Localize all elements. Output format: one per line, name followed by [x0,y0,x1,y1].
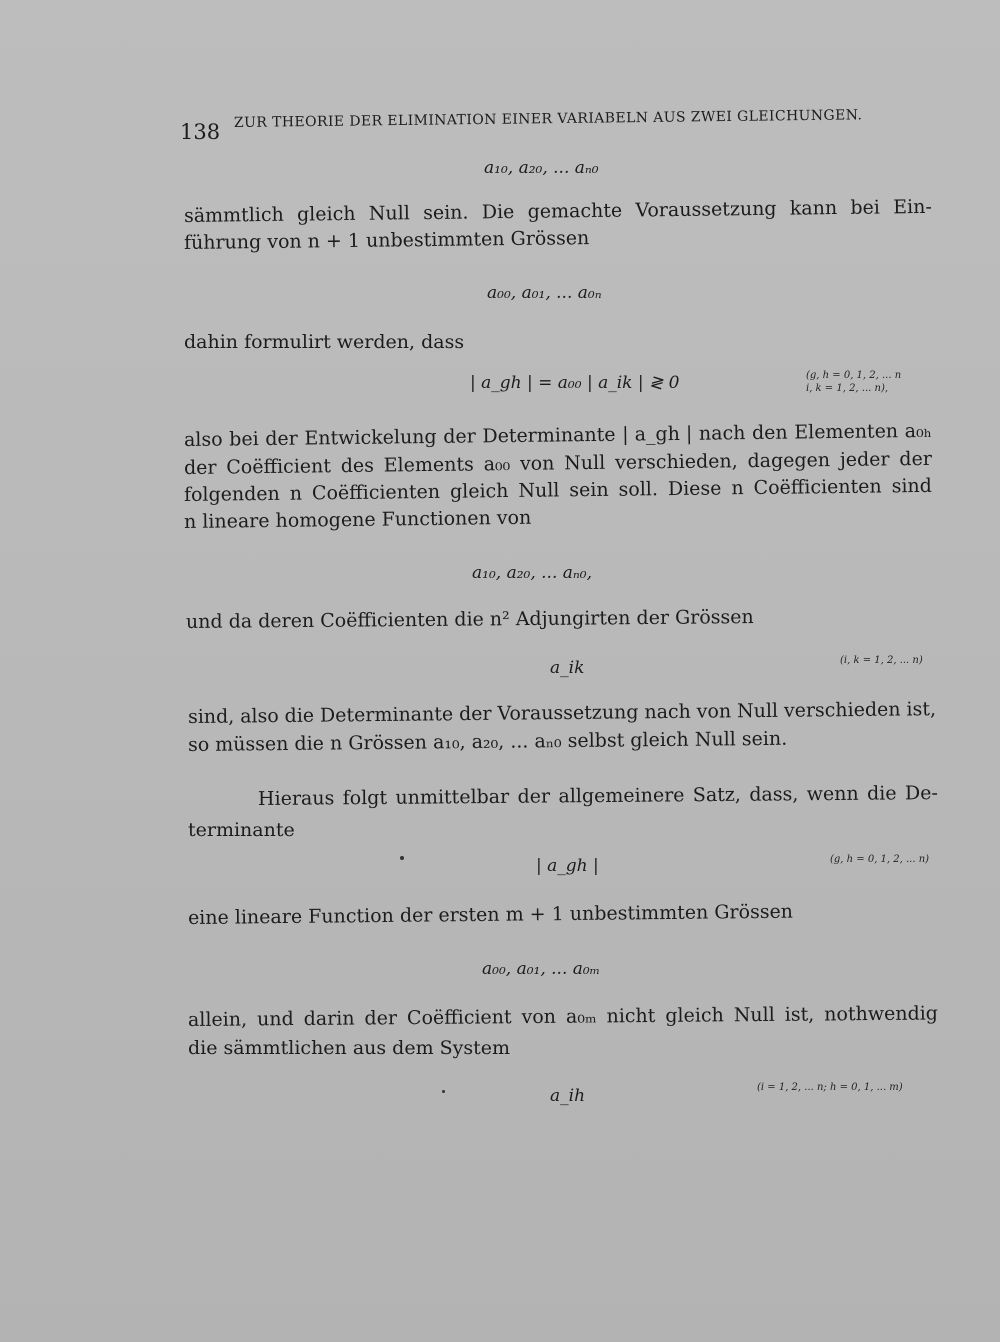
word: Ein- [893,195,932,219]
word: bei [850,196,881,219]
word: also [240,705,279,728]
formula-determinant-expansion: | a_gh | = a₀₀ | a_ik | ≷ 0 [470,373,680,393]
formula-a10-an0: a₁₀, a₂₀, ... aₙ₀ [484,158,599,178]
word: a₀ₕ [904,419,933,443]
word: allein, [187,1008,248,1031]
word: sein. [422,201,469,225]
word: nach [698,422,746,445]
text-line: dahin formulirt werden, dass [184,331,465,353]
word: von [519,452,555,475]
word: nach [644,700,691,724]
word: darin [303,1007,355,1030]
text-line [258,781,938,811]
running-title: ZUR THEORIE DER ELIMINATION EINER VARIABELN AUS ZWEI GLEICHUNGEN. [233,107,863,131]
text-line: und da deren Coëfficienten die n² Adjungirten der Grössen [185,606,754,633]
word: Diese [667,477,722,501]
word: nicht [606,1004,656,1028]
word: Satz, [692,783,741,807]
word: ist, [784,1003,815,1026]
index-range-note: i, k = 1, 2, ... n), [806,383,889,394]
word: Hieraus [257,787,335,810]
word: Null [518,479,560,502]
word: der [265,427,298,451]
formula-aik: a_ik [550,658,585,678]
index-range-note: (i, k = 1, 2, ... n) [840,655,923,666]
text-line: führung von n + 1 unbestimmten Grössen [183,227,590,254]
word: unmittelbar [395,785,510,809]
word: Coëfficient [406,1006,512,1030]
ink-speck [400,856,404,860]
word: gleich [296,202,356,226]
word: von [521,1005,557,1029]
word: der [443,425,476,448]
word: der [517,785,551,808]
formula-aih: a_ih [550,1086,586,1106]
word: Voraussetzung [635,197,777,222]
formula-a10-an0-list: a₁₀, a₂₀, ... aₙ₀, [472,563,593,583]
page-number: 138 [180,120,221,144]
text-line: eine lineare Function der ersten m + 1 unbestimmten Grössen [187,900,794,929]
text-line [188,1001,938,1032]
word: ist, [906,698,937,721]
word: dass, [749,783,799,806]
word: der [899,447,932,471]
word: sind [891,474,933,498]
index-range-note: (g, h = 0, 1, 2, ... n) [830,854,930,865]
word: Coëfficienten [753,475,882,500]
word: gemachte [527,199,623,223]
word: Null [733,1003,775,1027]
word: gleich [665,1004,724,1027]
word: Entwickelung [304,425,437,450]
word: soll. [618,478,659,501]
word: Elements [383,453,474,477]
word: De- [904,782,938,805]
word: folgenden [183,482,280,506]
word: Elementen [794,420,899,444]
word: n [731,477,744,500]
formula-determinant-agh: | a_gh | [536,856,599,876]
word: den [751,421,788,445]
word: Coëfficienten [311,480,441,505]
word: also [183,428,223,451]
word: der [183,456,217,479]
word: Voraussetzung [497,701,639,725]
text-line [188,697,936,729]
word: kann [789,197,838,220]
formula-a00-a0m: a₀₀, a₀₁, ... a₀ₘ [482,959,601,979]
text-line [184,474,932,507]
word: von [696,700,732,723]
word: Null [368,202,410,225]
text-line: die sämmtlichen aus dem System [188,1037,511,1059]
word: verschieden [783,698,901,722]
word: bei [229,428,259,451]
word: Null [736,699,779,723]
word: der [458,702,492,726]
word: gleich [449,480,509,503]
word: sein [569,478,609,502]
word: n [289,482,303,505]
word: des [340,454,375,478]
word: Die [481,200,515,224]
word: allgemeinere [558,784,685,808]
word: jeder [839,448,890,471]
formula-a00-a0n: a₀₀, a₀₁, ... a₀ₙ [487,283,602,303]
word: der [364,1007,398,1030]
word: verschieden, [614,450,738,474]
index-range-note: (i = 1, 2, ... n; h = 0, 1, ... m) [757,1082,903,1093]
text-line: terminante [188,819,295,841]
word: Determinante [482,423,616,448]
word: Coëfficient [226,455,332,479]
word: | a_gh | [622,422,693,446]
word: die [866,782,897,805]
word: dagegen [747,449,831,473]
text-line: n lineare homogene Functionen von [183,506,532,533]
word: die [284,704,315,727]
word: wenn [806,782,859,806]
word: folgt [342,786,388,810]
word: und [256,1008,294,1031]
text-line [184,195,932,228]
word: a₀ₘ [565,1005,597,1028]
word: nothwendig [824,1002,939,1026]
text-line [184,419,932,452]
ink-speck [442,1090,445,1093]
word: sämmtlich [183,203,284,227]
word: sind, [187,705,235,728]
word: Null [564,451,606,475]
text-line: so müssen die n Grössen a₁₀, a₂₀, ... aₙ₀ selbst gleich Null sein. [187,727,788,756]
word: Determinante [319,703,454,727]
index-range-note: (g, h = 0, 1, 2, ... n [806,370,902,381]
word: a₀₀ [483,453,511,476]
